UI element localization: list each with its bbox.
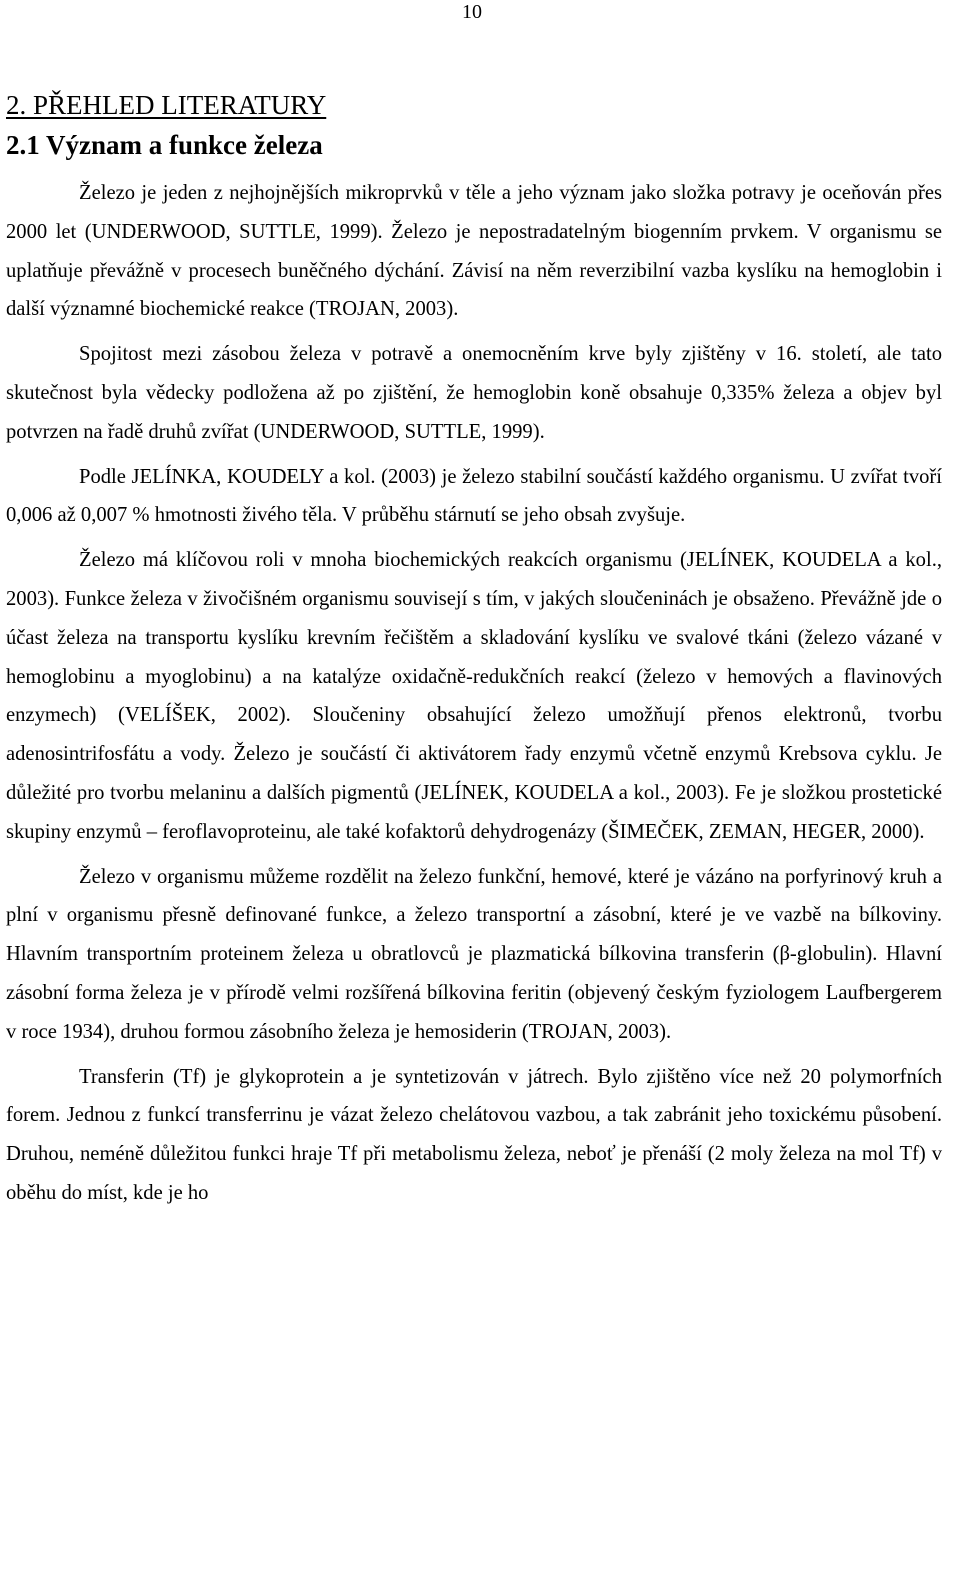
page-number: 10	[462, 1, 482, 23]
section-heading: 2.1 Význam a funkce železa	[6, 130, 323, 160]
paragraph-history: Spojitost mezi zásobou železa v potravě a onemocněním krve byly zjištěny v 16. století, ale tato skutečnost byla vědecky podložena až po zjištění, že hemoglobin koně obsahuje 0,335% železa a objev byl potvrzen na řadě druhů zvířat (UNDERWOOD, SUTTLE, 1999).	[6, 343, 942, 443]
paragraph-biochemical-role: Železo má klíčovou roli v mnoha biochemických reakcích organismu (JELÍNEK, KOUDELA a kol., 2003). Funkce železa v živočišném organismu souvisejí s tím, v jakých sloučeninách je obsaženo. Převážně jde o účast železa na transportu kyslíku krevním řečištěm a skladování kyslíku ve svalové tkáni (železo vázané v hemoglobinu a myoglobinu) a na katalýze oxidačně-redukčních reakcí (železo v hemových a flavinových enzymech) (VELÍŠEK, 2002). Sloučeniny obsahující železo umožňují přenos elektronů, tvorbu adenosintrifosfátu a vody. Železo je součástí či aktivátorem řady enzymů včetně enzymů Krebsova cyklu. Je důležité pro tvorbu melaninu a dalších pigmentů (JELÍNEK, KOUDELA a kol., 2003). Fe je složkou prostetické skupiny enzymů – feroflavoproteinu, ale také kofaktorů dehydrogenázy (ŠIMEČEK, ZEMAN, HEGER, 2000).	[6, 549, 942, 843]
paragraph-content-in-body: Podle JELÍNKA, KOUDELY a kol. (2003) je železo stabilní součástí každého organismu. U zvířat tvoří 0,006 až 0,007 % hmotnosti živého těla. V průběhu stárnutí se jeho obsah zvyšuje.	[6, 465, 942, 527]
paragraph-iron-importance: Železo je jeden z nejhojnějších mikroprvků v těle a jeho význam jako složka potravy je oceňován přes 2000 let (UNDERWOOD, SUTTLE, 1999). Železo je nepostradatelným biogenním prvkem. V organismu se uplatňuje převážně v procesech buněčného dýchání. Závisí na něm reverzibilní vazba kyslíku na hemoglobin i další významné biochemické reakce (TROJAN, 2003).	[6, 182, 942, 321]
chapter-heading: 2. PŘEHLED LITERATURY	[6, 90, 327, 120]
paragraph-transferrin: Transferin (Tf) je glykoprotein a je syntetizován v játrech. Bylo zjištěno více než 20 polymorfních forem. Jednou z funkcí transferrinu je vázat železo chelátovou vazbou, a tak zabránit jeho toxickému působení. Druhou, neméně důležitou funkci hraje Tf při metabolismu železa, neboť je přenáší (2 moly železa na mol Tf) v oběhu do míst, kde je ho	[6, 1065, 942, 1204]
document-body	[6, 86, 942, 1219]
paragraph-iron-forms: Železo v organismu můžeme rozdělit na železo funkční, hemové, které je vázáno na porfyrinový kruh a plní v organismu přesně definované funkce, a železo transportní a zásobní, které je ve vazbě na bílkoviny. Hlavním transportním proteinem železa u obratlovců je plazmatická bílkovina transferin (β-globulin). Hlavní zásobní forma železa je v přírodě velmi rozšířená bílkovina feritin (objevený českým fyziologem Laufbergerem v roce 1934), druhou formou zásobního železa je hemosiderin (TROJAN, 2003).	[6, 865, 942, 1043]
